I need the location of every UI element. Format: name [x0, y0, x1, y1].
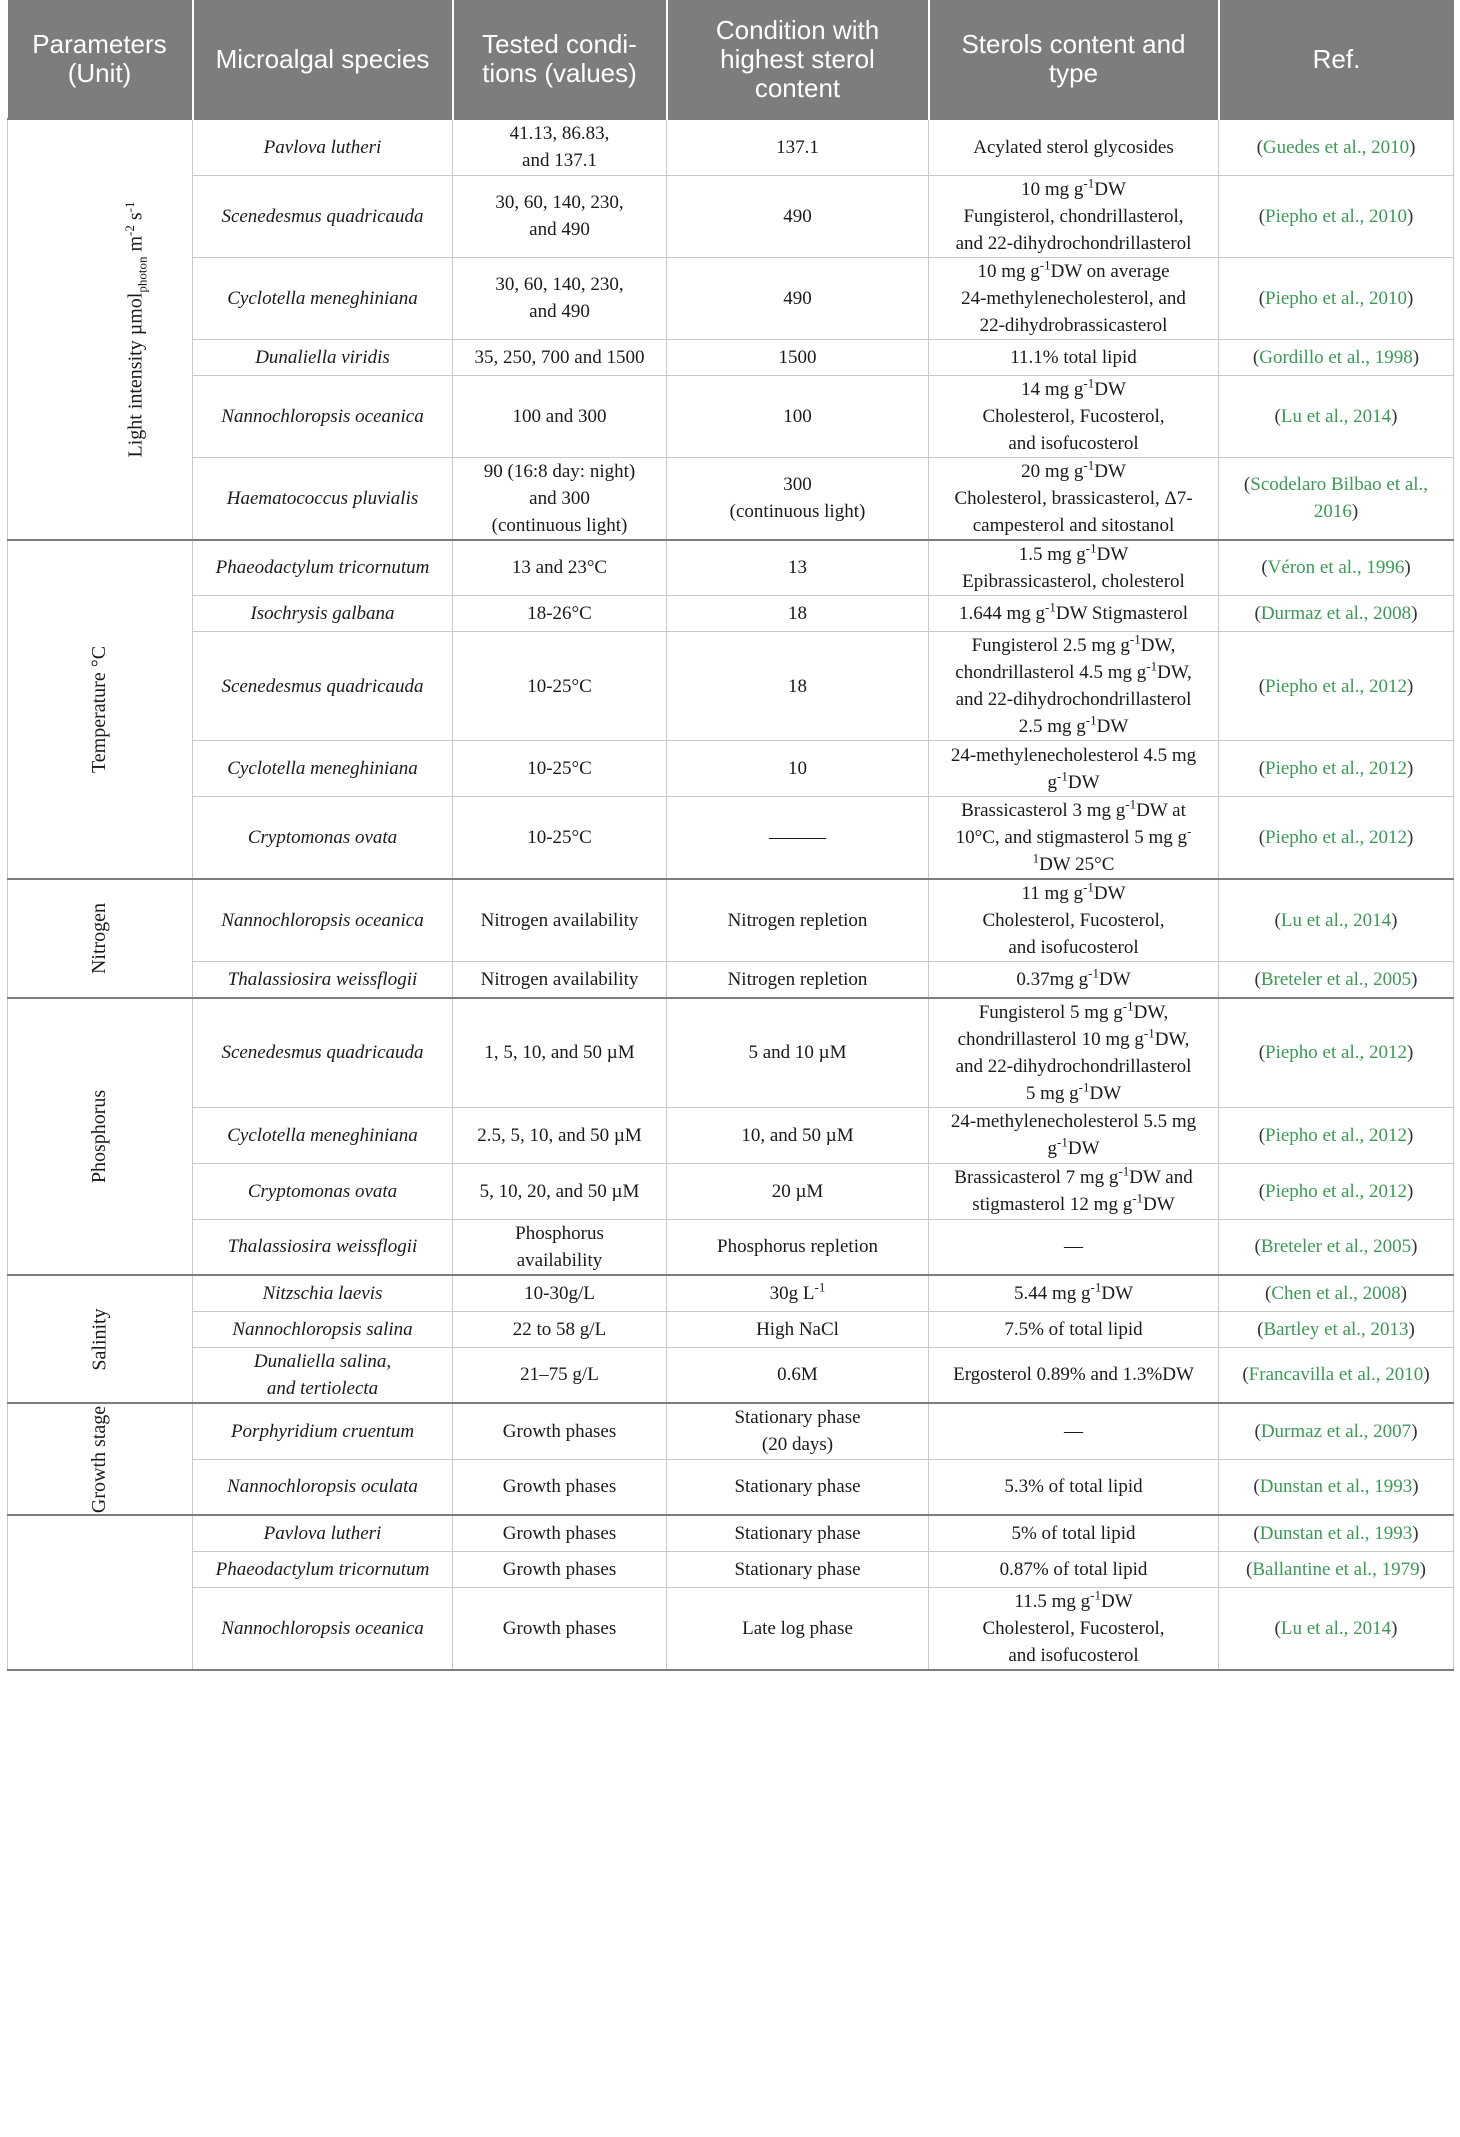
parameter-cell	[8, 540, 193, 880]
tested-conditions-cell: Nitrogen availability	[453, 879, 667, 962]
highest-condition-cell: 100	[667, 375, 929, 457]
highest-condition-cell: Stationary phase	[667, 1459, 929, 1515]
species-cell: Cryptomonas ovata	[193, 1163, 453, 1219]
table-row	[8, 797, 1454, 880]
ref-cell: (Piepho et al., 2012)	[1219, 632, 1454, 741]
ref-cell: (Chen et al., 2008)	[1219, 1275, 1454, 1311]
tested-conditions-cell: 41.13, 86.83, and 137.1	[453, 119, 667, 175]
sterols-cell: 0.87% of total lipid	[929, 1551, 1219, 1587]
table-row	[8, 339, 1454, 375]
ref-cell: (Francavilla et al., 2010)	[1219, 1347, 1454, 1403]
table-body	[8, 119, 1454, 1670]
reference-link[interactable]: Gordillo et al., 1998	[1259, 346, 1413, 368]
species-cell: Pavlova lutheri	[193, 119, 453, 175]
reference-link[interactable]: Francavilla et al., 2010	[1248, 1364, 1424, 1386]
ref-cell: (Piepho et al., 2010)	[1219, 257, 1454, 339]
tested-conditions-cell: 90 (16:8 day: night) and 300 (continuous light)	[453, 457, 667, 540]
reference-link[interactable]: Scodelaro Bilbao et al., 2016	[1250, 474, 1429, 522]
header-parameters: Parameters (Unit)	[8, 0, 193, 119]
species-cell: Isochrysis galbana	[193, 596, 453, 632]
highest-condition-cell: Stationary phase	[667, 1551, 929, 1587]
tested-conditions-cell: Growth phases	[453, 1587, 667, 1670]
highest-condition-cell: 0.6M	[667, 1347, 929, 1403]
reference-link[interactable]: Piepho et al., 2012	[1265, 758, 1407, 779]
sterols-cell: Brassicasterol 7 mg $g^{-1}DW$ and stigmasterol 12 mg $g^{-1}DW$	[929, 1163, 1219, 1219]
sterols-cell: 5.44 mg $g^{-1}DW$	[929, 1275, 1219, 1311]
parameter-cell	[8, 1275, 193, 1403]
table-row	[8, 1515, 1454, 1551]
reference-link[interactable]: Piepho et al., 2012	[1265, 1124, 1407, 1146]
parameter-label: Phosphorus	[88, 1089, 111, 1183]
species-cell: Phaeodactylum tricornutum	[193, 1551, 453, 1587]
ref-cell: (Breteler et al., 2005)	[1219, 962, 1454, 998]
species-cell: Scenedesmus quadricauda	[193, 998, 453, 1108]
tested-conditions-cell: 10-30g/L	[453, 1275, 667, 1311]
species-cell: Thalassiosira weissflogii	[193, 1219, 453, 1275]
reference-link[interactable]: Lu et al., 2014	[1280, 910, 1392, 931]
ref-cell: (Piepho et al., 2012)	[1219, 741, 1454, 797]
highest-condition-cell: 490	[667, 257, 929, 339]
species-cell: Scenedesmus quadricauda	[193, 175, 453, 257]
ref-cell: (Lu et al., 2014)	[1219, 879, 1454, 962]
tested-conditions-cell: Growth phases	[453, 1551, 667, 1587]
sterols-cell: —	[929, 1219, 1219, 1275]
parameter-label: Nitrogen	[88, 902, 111, 974]
sterols-cell: 20 mg $g^{-1}DW$ Cholesterol, brassicasterol, Δ7- campesterol and sitostanol	[929, 457, 1219, 540]
sterols-cell: 1.5 mg $g^{-1}DW$ Epibrassicasterol, cholesterol	[929, 540, 1219, 596]
tested-conditions-cell: 5, 10, 20, and 50 µM	[453, 1163, 667, 1219]
parameter-cell	[8, 998, 193, 1276]
table-row	[8, 1311, 1454, 1347]
ref-cell: (Lu et al., 2014)	[1219, 375, 1454, 457]
parameter-cell	[8, 879, 193, 998]
tested-conditions-cell: 21–75 g/L	[453, 1347, 667, 1403]
species-cell: Dunaliella salina, and tertiolecta	[193, 1347, 453, 1403]
table-row	[8, 596, 1454, 632]
table-row	[8, 741, 1454, 797]
tested-conditions-cell: 10-25°C	[453, 797, 667, 880]
sterols-cell: 14 mg $g^{-1}DW$ Cholesterol, Fucosterol, and isofucosterol	[929, 375, 1219, 457]
ref-cell: (Bartley et al., 2013)	[1219, 1311, 1454, 1347]
ref-cell: (Véron et al., 1996)	[1219, 540, 1454, 596]
reference-link[interactable]: Ballantine et al., 1979	[1252, 1558, 1420, 1580]
species-cell: Nannochloropsis oceanica	[193, 375, 453, 457]
ref-cell: (Piepho et al., 2012)	[1219, 1107, 1454, 1163]
sterols-cell: 11 mg $g^{-1}DW$ Cholesterol, Fucosterol, and isofucosterol	[929, 879, 1219, 962]
tested-conditions-cell: 22 to 58 g/L	[453, 1311, 667, 1347]
sterols-cell: Brassicasterol 3 mg $g^{-1}DW$ at 10°C, and stigmasterol 5 mg g- $^1$DW 25°C	[929, 797, 1219, 880]
sterols-cell: Ergosterol 0.89% and 1.3%DW	[929, 1347, 1219, 1403]
sterol-conditions-table	[7, 0, 1454, 1671]
ref-cell: (Piepho et al., 2012)	[1219, 998, 1454, 1108]
table-row	[8, 119, 1454, 175]
reference-link[interactable]: Durmaz et al., 2008	[1260, 603, 1412, 624]
reference-link[interactable]: Dunstan et al., 1993	[1259, 1476, 1413, 1498]
reference-link[interactable]: Piepho et al., 2012	[1265, 1180, 1407, 1202]
highest-condition-cell: 18	[667, 596, 929, 632]
reference-link[interactable]: Durmaz et al., 2007	[1260, 1420, 1412, 1442]
highest-condition-cell: Nitrogen repletion	[667, 879, 929, 962]
tested-conditions-cell: 13 and 23°C	[453, 540, 667, 596]
header-sterols: Sterols content and type	[929, 0, 1219, 119]
species-cell: Porphyridium cruentum	[193, 1403, 453, 1459]
tested-conditions-cell: 30, 60, 140, 230, and 490	[453, 257, 667, 339]
ref-cell: (Dunstan et al., 1993)	[1219, 1459, 1454, 1515]
reference-link[interactable]: Piepho et al., 2012	[1265, 827, 1407, 848]
species-cell: Haematococcus pluvialis	[193, 457, 453, 540]
ref-cell: (Dunstan et al., 1993)	[1219, 1515, 1454, 1551]
highest-condition-cell: 13	[667, 540, 929, 596]
highest-condition-cell: 1500	[667, 339, 929, 375]
species-cell: Cryptomonas ovata	[193, 797, 453, 880]
reference-link[interactable]: Dunstan et al., 1993	[1259, 1522, 1413, 1544]
sterols-cell: 24-methylenecholesterol 4.5 mg $g^{-1}DW$	[929, 741, 1219, 797]
ref-cell: (Gordillo et al., 1998)	[1219, 339, 1454, 375]
highest-condition-cell: 30g $L^{-1}$	[667, 1275, 929, 1311]
header-species: Microalgal species	[193, 0, 453, 119]
ref-cell: (Ballantine et al., 1979)	[1219, 1551, 1454, 1587]
highest-condition-cell: Nitrogen repletion	[667, 962, 929, 998]
reference-link[interactable]: Piepho et al., 2012	[1265, 675, 1407, 697]
table-row	[8, 175, 1454, 257]
highest-condition-cell: High NaCl	[667, 1311, 929, 1347]
highest-condition-cell: Late log phase	[667, 1587, 929, 1670]
parameter-cell	[8, 1403, 193, 1515]
tested-conditions-cell: 100 and 300	[453, 375, 667, 457]
header-ref: Ref.	[1219, 0, 1454, 119]
highest-condition-cell: 20 µM	[667, 1163, 929, 1219]
ref-cell: (Piepho et al., 2012)	[1219, 797, 1454, 880]
highest-condition-cell: 10, and 50 µM	[667, 1107, 929, 1163]
tested-conditions-cell: 18-26°C	[453, 596, 667, 632]
reference-link[interactable]: Breteler et al., 2005	[1260, 968, 1412, 990]
highest-condition-cell: Stationary phase	[667, 1515, 929, 1551]
tested-conditions-cell: 10-25°C	[453, 741, 667, 797]
table-row	[8, 1347, 1454, 1403]
tested-conditions-cell: 30, 60, 140, 230, and 490	[453, 175, 667, 257]
table-row	[8, 1459, 1454, 1515]
table-row	[8, 998, 1454, 1108]
sterols-cell: 24-methylenecholesterol 5.5 mg $g^{-1}DW$	[929, 1107, 1219, 1163]
table-row	[8, 1587, 1454, 1670]
header-tested-conditions: Tested condi-tions (values)	[453, 0, 667, 119]
table-row	[8, 632, 1454, 741]
parameter-label: Growth stage	[88, 1405, 111, 1513]
ref-cell: (Scodelaro Bilbao et al., 2016)	[1219, 457, 1454, 540]
parameter-label: Light intensity µmol$_{photon}$ $m^{-2}$ $s^{-1}$	[121, 201, 150, 458]
highest-condition-cell: 300 (continuous light)	[667, 457, 929, 540]
sterols-cell: 7.5% of total lipid	[929, 1311, 1219, 1347]
species-cell: Cyclotella meneghiniana	[193, 741, 453, 797]
ref-cell: (Piepho et al., 2012)	[1219, 1163, 1454, 1219]
parameter-label: Temperature °C	[88, 645, 111, 773]
tested-conditions-cell: Growth phases	[453, 1515, 667, 1551]
table-row	[8, 879, 1454, 962]
table-row	[8, 540, 1454, 596]
table-row	[8, 457, 1454, 540]
tested-conditions-cell: 2.5, 5, 10, and 50 µM	[453, 1107, 667, 1163]
table-header-row	[8, 0, 1454, 119]
reference-link[interactable]: Piepho et al., 2010	[1265, 287, 1407, 309]
header-highest-condition: Condition with highest sterol content	[667, 0, 929, 119]
tested-conditions-cell: 35, 250, 700 and 1500	[453, 339, 667, 375]
species-cell: Nannochloropsis oceanica	[193, 879, 453, 962]
reference-link[interactable]: Bartley et al., 2013	[1263, 1318, 1409, 1340]
reference-link[interactable]: Lu et al., 2014	[1280, 1617, 1392, 1639]
highest-condition-cell: 18	[667, 632, 929, 741]
reference-link[interactable]: Breteler et al., 2005	[1260, 1236, 1412, 1258]
highest-condition-cell: Phosphorus repletion	[667, 1219, 929, 1275]
sterols-cell: 5.3% of total lipid	[929, 1459, 1219, 1515]
sterols-cell: 5% of total lipid	[929, 1515, 1219, 1551]
species-cell: Nannochloropsis oculata	[193, 1459, 453, 1515]
tested-conditions-cell: Growth phases	[453, 1459, 667, 1515]
sterols-cell: —	[929, 1403, 1219, 1459]
species-cell: Dunaliella viridis	[193, 339, 453, 375]
species-cell: Cyclotella meneghiniana	[193, 257, 453, 339]
table-row	[8, 375, 1454, 457]
reference-link[interactable]: Chen et al., 2008	[1271, 1282, 1401, 1304]
sterols-cell: 11.5 mg $g^{-1}DW$ Cholesterol, Fucosterol, and isofucosterol	[929, 1587, 1219, 1670]
reference-link[interactable]: Véron et al., 1996	[1267, 557, 1405, 579]
species-cell: Cyclotella meneghiniana	[193, 1107, 453, 1163]
highest-condition-cell: Stationary phase (20 days)	[667, 1403, 929, 1459]
reference-link[interactable]: Guedes et al., 2010	[1262, 136, 1410, 158]
sterols-cell: Fungisterol 2.5 mg $g^{-1}DW$, chondrillasterol 4.5 mg $g^{-1}DW$, and 22-dihydrochondrillasterol 2.5 mg $g^{-1}DW$	[929, 632, 1219, 741]
sterols-cell: 11.1% total lipid	[929, 339, 1219, 375]
species-cell: Pavlova lutheri	[193, 1515, 453, 1551]
sterols-cell: 0.37mg $g^{-1}DW$	[929, 962, 1219, 998]
reference-link[interactable]: Piepho et al., 2010	[1265, 205, 1407, 227]
sterols-cell: Acylated sterol glycosides	[929, 119, 1219, 175]
tested-conditions-cell: 1, 5, 10, and 50 µM	[453, 998, 667, 1108]
sterols-cell: 10 mg $g^{-1}DW$ Fungisterol, chondrillasterol, and 22-dihydrochondrillasterol	[929, 175, 1219, 257]
highest-condition-cell: 490	[667, 175, 929, 257]
tested-conditions-cell: Growth phases	[453, 1403, 667, 1459]
table-row	[8, 1551, 1454, 1587]
reference-link[interactable]: Lu et al., 2014	[1280, 405, 1392, 427]
ref-cell: (Breteler et al., 2005)	[1219, 1219, 1454, 1275]
table-row	[8, 1403, 1454, 1459]
table-row	[8, 1275, 1454, 1311]
species-cell: Scenedesmus quadricauda	[193, 632, 453, 741]
highest-condition-cell: 137.1	[667, 119, 929, 175]
species-cell: Thalassiosira weissflogii	[193, 962, 453, 998]
table-row	[8, 962, 1454, 998]
highest-condition-cell: 5 and 10 µM	[667, 998, 929, 1108]
tested-conditions-cell: 10-25°C	[453, 632, 667, 741]
sterols-cell: 1.644 mg $g^{-1}DW$ Stigmasterol	[929, 596, 1219, 632]
table-row	[8, 1219, 1454, 1275]
tested-conditions-cell: Phosphorus availability	[453, 1219, 667, 1275]
parameter-cell	[8, 119, 193, 540]
table-row	[8, 257, 1454, 339]
parameter-label: Salinity	[88, 1307, 111, 1371]
ref-cell: (Guedes et al., 2010)	[1219, 119, 1454, 175]
reference-link[interactable]: Piepho et al., 2012	[1265, 1042, 1407, 1063]
highest-condition-cell: 10	[667, 741, 929, 797]
sterols-cell: Fungisterol 5 mg $g^{-1}DW$, chondrillasterol 10 mg $g^{-1}DW$, and 22-dihydrochondrillasterol 5 mg $g^{-1}DW$	[929, 998, 1219, 1108]
species-cell: Nannochloropsis salina	[193, 1311, 453, 1347]
species-cell: Phaeodactylum tricornutum	[193, 540, 453, 596]
table-row	[8, 1163, 1454, 1219]
species-cell: Nannochloropsis oceanica	[193, 1587, 453, 1670]
ref-cell: (Durmaz et al., 2008)	[1219, 596, 1454, 632]
sterols-cell: 10 mg $g^{-1}DW$ on average 24-methylenecholesterol, and 22-dihydrobrassicasterol	[929, 257, 1219, 339]
ref-cell: (Piepho et al., 2010)	[1219, 175, 1454, 257]
tested-conditions-cell: Nitrogen availability	[453, 962, 667, 998]
parameter-cell	[8, 1515, 193, 1670]
ref-cell: (Lu et al., 2014)	[1219, 1587, 1454, 1670]
highest-condition-cell: ———	[667, 797, 929, 880]
table-row	[8, 1107, 1454, 1163]
species-cell: Nitzschia laevis	[193, 1275, 453, 1311]
ref-cell: (Durmaz et al., 2007)	[1219, 1403, 1454, 1459]
